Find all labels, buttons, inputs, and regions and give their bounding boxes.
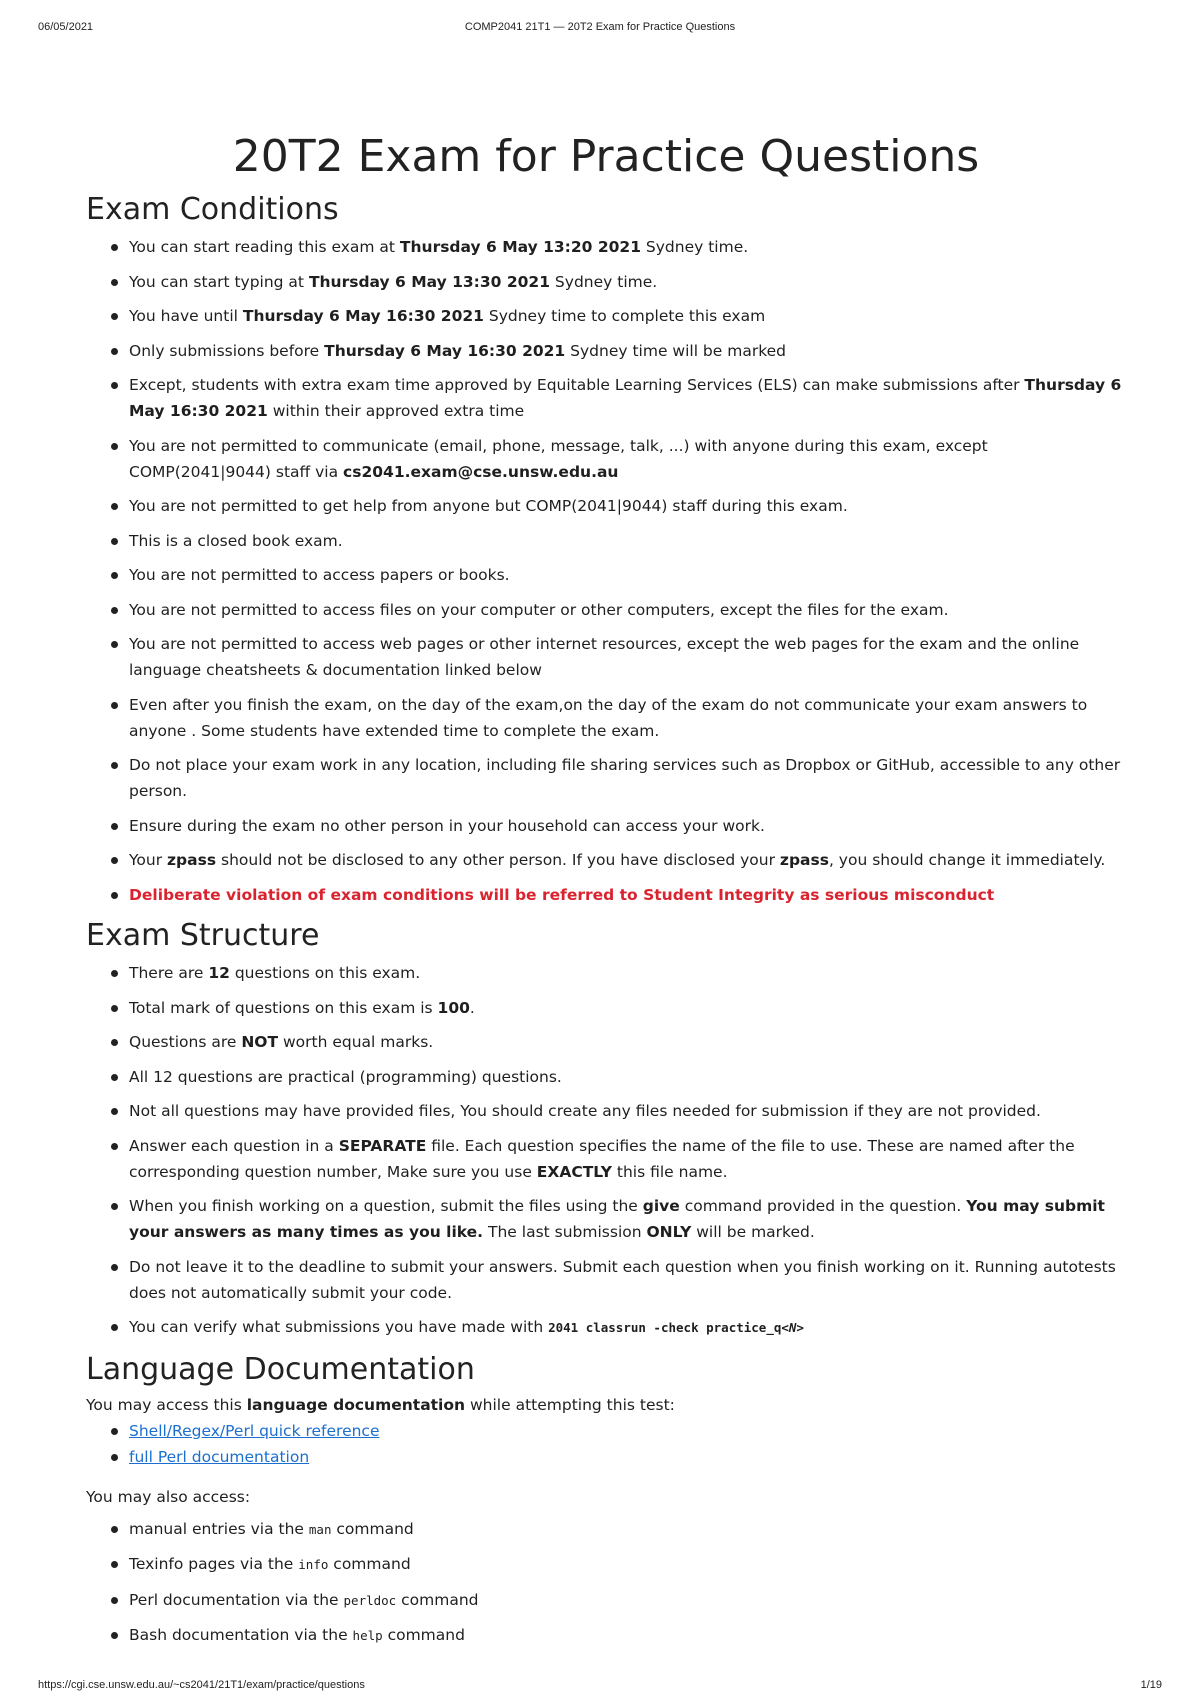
list-item: There are 12 questions on this exam. [86, 960, 1126, 986]
exam-structure-heading: Exam Structure [86, 918, 320, 953]
list-item: Your zpass should not be disclosed to any other person. If you have disclosed your zpass, you should change it immediately. [86, 847, 1126, 873]
list-item: Do not place your exam work in any location, including file sharing services such as Dropbox or GitHub, accessible to any other person. [86, 752, 1126, 804]
quick-reference-link[interactable]: Shell/Regex/Perl quick reference [129, 1421, 380, 1440]
exam-structure-list [86, 960, 1126, 1341]
list-item: You are not permitted to access papers or books. [86, 562, 1126, 588]
print-title: COMP2041 21T1 — 20T2 Exam for Practice Questions [464, 21, 736, 33]
list-item: You have until Thursday 6 May 16:30 2021 Sydney time to complete this exam [86, 303, 1126, 329]
verify-command: 2041 classrun -check practice_q<N> [548, 1320, 804, 1335]
list-item: Answer each question in a SEPARATE file. Each question specifies the name of the file to use. These are named after the corresponding question number, Make sure you use EXACTLY this file name. [86, 1133, 1126, 1185]
exam-conditions-heading: Exam Conditions [86, 192, 339, 227]
list-item: Even after you finish the exam, on the day of the exam,on the day of the exam do not communicate your exam answers to anyone . Some students have extended time to complete the exam. [86, 692, 1126, 744]
page-content [86, 126, 1126, 1658]
perl-documentation-link[interactable]: full Perl documentation [129, 1447, 310, 1466]
list-item: Do not leave it to the deadline to submit your answers. Submit each question when you finish working on it. Running autotests does not automatically submit your code. [86, 1254, 1126, 1306]
list-item [86, 1418, 1126, 1444]
list-item: You are not permitted to access files on your computer or other computers, except the files for the exam. [86, 597, 1126, 623]
list-item: You can verify what submissions you have made with 2041 classrun -check practice_q<N> [86, 1314, 1126, 1341]
page-url: https://cgi.cse.unsw.edu.au/~cs2041/21T1/exam/practice/questions [38, 1679, 365, 1691]
list-item: Only submissions before Thursday 6 May 16:30 2021 Sydney time will be marked [86, 338, 1126, 364]
docs-links-list [86, 1418, 1126, 1470]
misconduct-warning: Deliberate violation of exam conditions will be referred to Student Integrity as serious misconduct [86, 882, 1126, 908]
list-item: You are not permitted to access web pages or other internet resources, except the web pages for the exam and the online language cheatsheets & documentation linked below [86, 631, 1126, 683]
list-item: Bash documentation via the help command [86, 1622, 1126, 1649]
list-item: All 12 questions are practical (programming) questions. [86, 1064, 1126, 1090]
list-item: Total mark of questions on this exam is 100. [86, 995, 1126, 1021]
list-item: Ensure during the exam no other person in your household can access your work. [86, 813, 1126, 839]
print-footer [38, 1679, 1162, 1693]
list-item: Questions are NOT worth equal marks. [86, 1029, 1126, 1055]
list-item: You can start typing at Thursday 6 May 13:30 2021 Sydney time. [86, 269, 1126, 295]
list-item: manual entries via the man command [86, 1516, 1126, 1543]
print-header [38, 21, 1162, 35]
list-item [86, 1444, 1126, 1470]
also-access-text: You may also access: [86, 1487, 251, 1506]
list-item: You are not permitted to communicate (email, phone, message, talk, ...) with anyone during this exam, except COMP(2041|9044) staff via cs2041.exam@cse.unsw.edu.au [86, 433, 1126, 485]
list-item: You are not permitted to get help from anyone but COMP(2041|9044) staff during this exam. [86, 493, 1126, 519]
print-date: 06/05/2021 [38, 21, 94, 33]
staff-email: cs2041.exam@cse.unsw.edu.au [343, 462, 619, 481]
page-title: 20T2 Exam for Practice Questions [232, 131, 980, 182]
list-item: This is a closed book exam. [86, 528, 1126, 554]
list-item: Perl documentation via the perldoc command [86, 1587, 1126, 1614]
list-item: You can start reading this exam at Thursday 6 May 13:20 2021 Sydney time. [86, 234, 1126, 260]
list-item: Except, students with extra exam time approved by Equitable Learning Services (ELS) can make submissions after Thursday 6 May 16:30 2021 within their approved extra time [86, 372, 1126, 424]
exam-conditions-list [86, 234, 1126, 908]
list-item: Not all questions may have provided files, You should create any files needed for submission if they are not provided. [86, 1098, 1126, 1124]
page-number: 1/19 [1140, 1679, 1162, 1691]
list-item: When you finish working on a question, submit the files using the give command provided in the question. You may submit your answers as many times as you like. The last submission ONLY will be marked. [86, 1193, 1126, 1245]
language-documentation-heading: Language Documentation [86, 1351, 475, 1387]
list-item: Texinfo pages via the info command [86, 1551, 1126, 1578]
docs-intro: You may access this language documentation while attempting this test: [86, 1395, 675, 1414]
access-list [86, 1516, 1126, 1650]
